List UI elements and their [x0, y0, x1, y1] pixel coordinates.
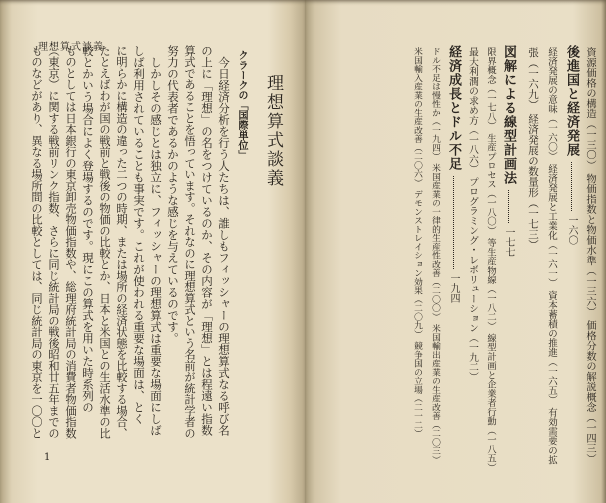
toc-entry-line: 資源価格の構造（一三〇） 物価指数と物価水準（一三六） 価格分数の解説概念（一四三） [584, 47, 596, 464]
body-column: ものとしては日本銀行の東京卸売物価指数や、総理府統計局の消費者物価指数 [64, 45, 77, 439]
toc-section-heading: 後進国と経済発展 [564, 45, 579, 157]
body-column: に明らかに構造の違った二つの時期、または場所の経済状態を比較する場合、 [115, 45, 128, 439]
body-column: たとえばわが国の戦前と戦後の物価の比較とか、日本と米国との生活水準の比 [98, 45, 111, 439]
body-column: 算式であることを悟っています。それなのに理想算式という名前が統計学者の [183, 45, 196, 439]
toc-entry-line: 経済発展の意味（一六〇） 経済発展と工業化（一六一） 資本蓄積の推進（一六五） 有効需要の拡 [546, 47, 557, 465]
toc-section [499, 45, 517, 257]
toc-section [444, 45, 462, 303]
chapter-title: 理想算式談義 [263, 74, 283, 188]
toc-leader [453, 176, 454, 269]
body-column: しかしその感じとは独立に、フィッシャーの理想算式は重要な場面にしば [149, 45, 163, 436]
toc-page-number: 一七七 [503, 227, 514, 257]
body-text [28, 45, 232, 445]
body-column: しば利用されていることも事実です。これが使われる重要な場面は、とく [132, 45, 146, 425]
body-column: 努力の代表者であるかのような感じを与えているのです。 [166, 45, 180, 344]
running-head: 理想算式談義 [38, 42, 104, 53]
toc-entry-line: 張（一六九） 経済発展の数量形（一七三） [527, 47, 539, 250]
toc-section-heading: 図解による線型計画法 [501, 45, 516, 185]
toc-leader [571, 162, 572, 211]
toc-entry-line: ドル不足は慢性か（一九四） 米国産業の一律的生産性改善（二〇〇） 米国輸出産業の生産改善（二〇三） [430, 47, 440, 464]
toc-page-number: 一九四 [448, 273, 459, 303]
page-number: 1 [44, 452, 51, 463]
toc-section-heading: 経済成長とドル不足 [446, 45, 461, 171]
body-column: 今日経済分析を行う人たちは、誰しもフィッシャーの理想算式なる呼び名 [217, 45, 231, 436]
body-column: ものなどがあり、異なる場所間の比較としては、同じ統計局の東京を一〇〇と [30, 45, 43, 439]
section-heading: クラークの「国際単位」 [236, 50, 247, 160]
toc-entry-line: 最大利潤の求め方（一八六） プログラミング・レボリューション（一九二） [467, 47, 478, 382]
toc-section [562, 45, 580, 245]
body-column: 較とかいう場合によく登場するのです。現にこの算式を用いた時系列の [81, 45, 95, 413]
toc-leader [508, 190, 509, 223]
toc-page-number: 一六〇 [566, 215, 577, 245]
toc-entry-line: 限界概念（一七八） 生産プロセス（一八〇） 等生産物線（一八二） 線型計画と企業者行動（一八五） [485, 47, 496, 472]
body-column: （東京）に関する戦前リンク指数、さらに同じ統計局の戦後昭和廿五年までの [47, 45, 60, 439]
toc-entry-line: 米国輸入産業の生産改善（二〇六） デモンストレイション効果（二〇九） 競争国の立場（二一二） [412, 47, 422, 438]
body-column: の上に「理想」の名をつけているのか、その内容が「理想」とは程遠い指数 [200, 45, 214, 436]
